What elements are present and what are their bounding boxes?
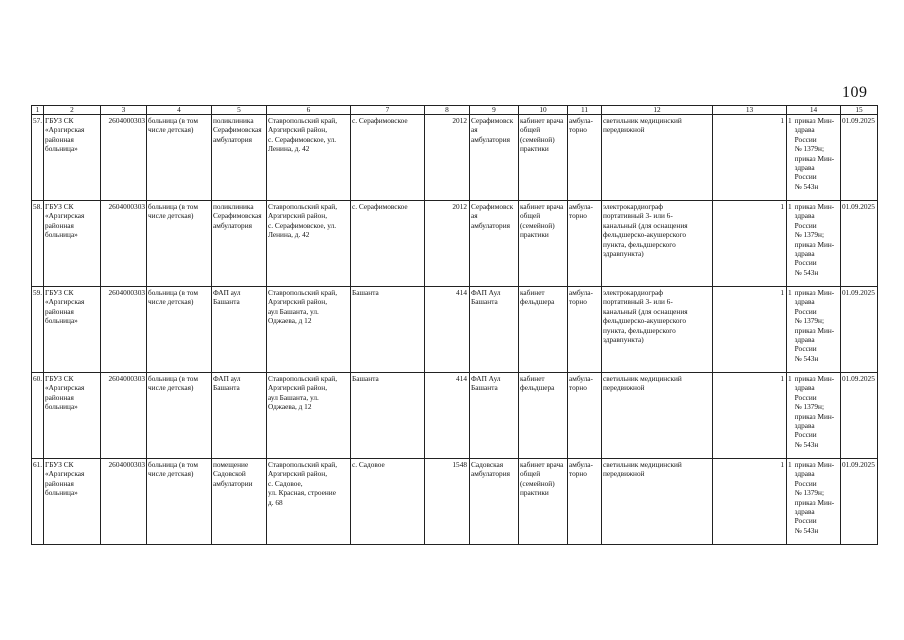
column-header: 10 <box>519 106 568 115</box>
column-header: 8 <box>425 106 470 115</box>
basis <box>787 201 841 287</box>
subunit: Серафимовск ая амбулатория <box>470 115 519 201</box>
org-type: больница (в том числе детская) <box>147 287 212 373</box>
column-header: 4 <box>147 106 212 115</box>
row-number: 58. <box>32 201 44 287</box>
room: кабинет фельдшера <box>519 373 568 459</box>
basis <box>787 373 841 459</box>
column-header: 13 <box>713 106 787 115</box>
date: 01.09.2025 <box>841 201 878 287</box>
equipment: светильник медицинский передвижной <box>602 459 713 545</box>
column-header: 1 <box>32 106 44 115</box>
locality: с. Садовое <box>351 459 425 545</box>
column-header: 7 <box>351 106 425 115</box>
basis-text: приказ Мин- здрава России № 1379н; приказ Мин- здрава России № 543н <box>794 116 835 191</box>
subunit: ФАП Аул Башанта <box>470 287 519 373</box>
page-number: 109 <box>842 84 868 101</box>
basis <box>787 115 841 201</box>
care-form: амбула- торно <box>568 373 602 459</box>
column-header: 15 <box>841 106 878 115</box>
organization: ГБУЗ СК «Арзгирская районная больница» <box>44 459 101 545</box>
quantity-2: 1 <box>788 116 792 125</box>
quantity-2: 1 <box>788 202 792 211</box>
column-header: 6 <box>267 106 351 115</box>
org-code: 2604000303 <box>101 459 147 545</box>
row-number: 57. <box>32 115 44 201</box>
table-row <box>32 459 878 545</box>
room: кабинет фельдшера <box>519 287 568 373</box>
room: кабинет врача общей (семейной) практики <box>519 201 568 287</box>
subunit: ФАП Аул Башанта <box>470 373 519 459</box>
care-form: амбула- торно <box>568 201 602 287</box>
row-number: 60. <box>32 373 44 459</box>
table-row <box>32 201 878 287</box>
basis <box>787 459 841 545</box>
basis-text: приказ Мин- здрава России № 1379н; приказ Мин- здрава России № 543н <box>794 288 835 363</box>
quantity-1: 1 <box>713 373 787 459</box>
equipment: электрокардиограф портативный 3- или 6- канальный (для оснащения фельдшерско-акушерского пункта, фельдшерского здравпункта) <box>602 287 713 373</box>
organization: ГБУЗ СК «Арзгирская районная больница» <box>44 373 101 459</box>
basis-text: приказ Мин- здрава России № 1379н; приказ Мин- здрава России № 543н <box>794 460 835 535</box>
column-header: 14 <box>787 106 841 115</box>
column-header: 3 <box>101 106 147 115</box>
quantity-1: 1 <box>713 115 787 201</box>
org-type: больница (в том числе детская) <box>147 373 212 459</box>
address: Ставропольский край, Арзгирский район, аул Башанта, ул. Оджаева, д 12 <box>267 373 351 459</box>
quantity-1: 1 <box>713 459 787 545</box>
equipment: светильник медицинский передвижной <box>602 115 713 201</box>
date: 01.09.2025 <box>841 287 878 373</box>
unit-name: поликлиника Серафимовская амбулатория <box>212 115 267 201</box>
locality: с. Серафимовское <box>351 115 425 201</box>
population: 414 <box>425 287 470 373</box>
column-header: 5 <box>212 106 267 115</box>
population: 1548 <box>425 459 470 545</box>
date: 01.09.2025 <box>841 115 878 201</box>
row-number: 61. <box>32 459 44 545</box>
equipment-table <box>31 105 878 545</box>
table-row <box>32 115 878 201</box>
unit-name: ФАП аул Башанта <box>212 287 267 373</box>
unit-name: помещение Садовской амбулатории <box>212 459 267 545</box>
care-form: амбула- торно <box>568 459 602 545</box>
org-code: 2604000303 <box>101 373 147 459</box>
table-row <box>32 287 878 373</box>
quantity-1: 1 <box>713 287 787 373</box>
population: 2012 <box>425 201 470 287</box>
organization: ГБУЗ СК «Арзгирская районная больница» <box>44 115 101 201</box>
care-form: амбула- торно <box>568 287 602 373</box>
column-header: 11 <box>568 106 602 115</box>
basis-text: приказ Мин- здрава России № 1379н; приказ Мин- здрава России № 543н <box>794 202 835 277</box>
table-row <box>32 373 878 459</box>
room: кабинет врача общей (семейной) практики <box>519 115 568 201</box>
quantity-2: 1 <box>788 460 792 469</box>
room: кабинет врача общей (семейной) практики <box>519 459 568 545</box>
column-header: 12 <box>602 106 713 115</box>
row-number: 59. <box>32 287 44 373</box>
address: Ставропольский край, Арзгирский район, с. Садовое, ул. Красная, строение д. 68 <box>267 459 351 545</box>
org-type: больница (в том числе детская) <box>147 115 212 201</box>
quantity-2: 1 <box>788 288 792 297</box>
population: 2012 <box>425 115 470 201</box>
org-code: 2604000303 <box>101 201 147 287</box>
column-header: 2 <box>44 106 101 115</box>
locality: Башанта <box>351 287 425 373</box>
quantity-2: 1 <box>788 374 792 383</box>
org-type: больница (в том числе детская) <box>147 459 212 545</box>
org-code: 2604000303 <box>101 115 147 201</box>
organization: ГБУЗ СК «Арзгирская районная больница» <box>44 201 101 287</box>
population: 414 <box>425 373 470 459</box>
address: Ставропольский край, Арзгирский район, с. Серафимовское, ул. Ленина, д. 42 <box>267 201 351 287</box>
unit-name: ФАП аул Башанта <box>212 373 267 459</box>
date: 01.09.2025 <box>841 459 878 545</box>
equipment: светильник медицинский передвижной <box>602 373 713 459</box>
organization: ГБУЗ СК «Арзгирская районная больница» <box>44 287 101 373</box>
basis <box>787 287 841 373</box>
subunit: Садовская амбулатория <box>470 459 519 545</box>
unit-name: поликлиника Серафимовская амбулатория <box>212 201 267 287</box>
org-code: 2604000303 <box>101 287 147 373</box>
locality: с. Серафимовское <box>351 201 425 287</box>
address: Ставропольский край, Арзгирский район, аул Башанта, ул. Оджаева, д 12 <box>267 287 351 373</box>
date: 01.09.2025 <box>841 373 878 459</box>
locality: Башанта <box>351 373 425 459</box>
subunit: Серафимовск ая амбулатория <box>470 201 519 287</box>
care-form: амбула- торно <box>568 115 602 201</box>
quantity-1: 1 <box>713 201 787 287</box>
basis-text: приказ Мин- здрава России № 1379н; приказ Мин- здрава России № 543н <box>794 374 835 449</box>
header-row <box>32 106 878 115</box>
address: Ставропольский край, Арзгирский район, с. Серафимовское, ул. Ленина, д. 42 <box>267 115 351 201</box>
column-header: 9 <box>470 106 519 115</box>
equipment: электрокардиограф портативный 3- или 6- канальный (для оснащения фельдшерско-акушерского пункта, фельдшерского здравпункта) <box>602 201 713 287</box>
org-type: больница (в том числе детская) <box>147 201 212 287</box>
